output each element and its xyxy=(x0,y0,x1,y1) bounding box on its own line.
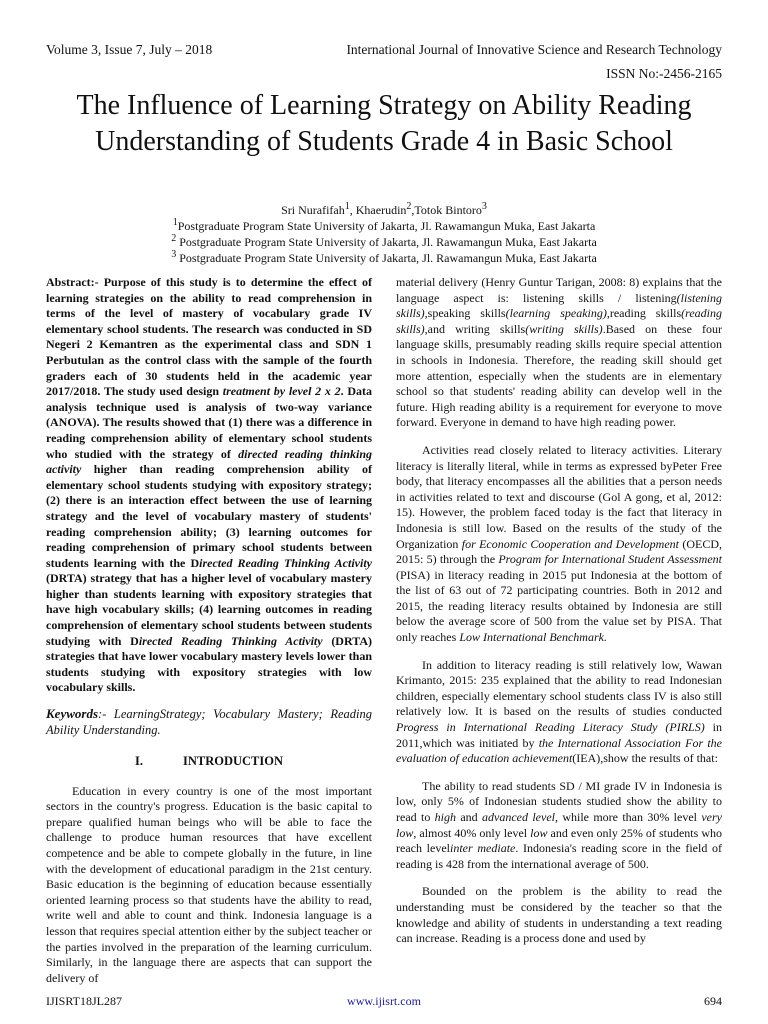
section-title: INTRODUCTION xyxy=(182,754,283,769)
body-italic: (reading skills) xyxy=(396,306,723,336)
body-text: (OECD, 2015: 5) through the xyxy=(396,536,722,567)
author-3: ,Totok Bintoro xyxy=(411,203,482,217)
footer-page-number: 694 xyxy=(704,994,722,1008)
body-text: In addition to literacy reading is still relatively low, Wawan Krimanto, 2015: 235 explained that the ability to read Indonesian children, especially elementary school students class IV is also still relatively low. It is based on the results of studies conducted xyxy=(396,657,722,719)
body-italic: (learning speaking) xyxy=(505,306,607,321)
body-paragraph-5: Bounded on the problem is the ability to read the understanding must be considered by the teacher so that the knowledge and ability of students in understanding a text reading can increase. Reading is a process done and used by xyxy=(396,884,722,946)
body-italic: advanced level xyxy=(482,810,555,824)
abstract-italic: irected Reading Thinking Activity xyxy=(199,555,372,570)
author-1-sup: 1 xyxy=(344,201,350,212)
body-text: material delivery (Henry Guntur Tarigan, 2008: 8) explains that the language aspect is: listening skills / listening xyxy=(396,275,722,305)
author-3-sup: 3 xyxy=(481,201,487,212)
section-heading-introduction xyxy=(46,754,372,770)
keywords-label: Keywords xyxy=(46,706,98,722)
body-text: (PISA) in literacy reading in 2015 put Indonesia at the bottom of the list of 63 out of 72 participating countries. Both in 2012 and 2015, the reading literacy results obtained by Indonesia are still below the average score of 500 from the value set by PISA. That only reaches xyxy=(396,567,722,645)
body-paragraph-3 xyxy=(396,658,722,767)
section-number: I. xyxy=(134,754,143,769)
body-text: and xyxy=(456,810,483,824)
body-paragraph-2 xyxy=(396,443,722,646)
abstract-italic: treatment by level 2 x 2 xyxy=(222,384,341,399)
affiliation-2-sup: 2 xyxy=(171,233,177,244)
footer-paper-id: IJISRT18JL287 xyxy=(46,994,122,1008)
abstract-text: . Data analysis technique used is analysis of two-way variance (ANOVA). The results showed that (1) there was a difference in reading comprehension ability of elementary school students who studied with the strategy of xyxy=(46,384,373,461)
body-text: , almost 40% only level xyxy=(413,825,531,840)
running-header-journal: International Journal of Innovative Science and Research Technology xyxy=(346,42,722,57)
paper-title: The Influence of Learning Strategy on Ability Reading Understanding of Students Grade 4 in Basic School xyxy=(76,90,692,157)
affiliation-1-sup: 1 xyxy=(172,217,178,228)
body-italic: Progress in International Reading Literacy Study (PIRLS) xyxy=(396,720,705,735)
right-column xyxy=(396,275,722,947)
body-italic: the International Association For the evaluation of education achievement xyxy=(396,735,722,766)
body-text: (IEA),show the results of that: xyxy=(572,751,718,766)
affiliation-1-text: Postgraduate Program State University of Jakarta, Jl. Rawamangun Muka, East Jakarta xyxy=(177,219,596,233)
affiliation-3-text: Postgraduate Program State University of Jakarta, Jl. Rawamangun Muka, East Jakarta xyxy=(176,251,597,265)
abstract-text: (DRTA) strategy that has a higher level of vocabulary mastery higher than students learning with expository strategies that have high vocabulary skills; (4) learning outcomes in reading comprehension of elementary school students between students studying with D xyxy=(46,571,372,648)
author-2: , Khaerudin xyxy=(349,203,407,217)
body-text: and even only 25% of students who reach level xyxy=(396,825,722,856)
abstract-italic: directed reading thinking activity xyxy=(46,446,372,477)
keywords-text: LearningStrategy; Vocabulary Mastery; Reading Ability Understanding. xyxy=(46,707,372,738)
body-italic: (listening skills) xyxy=(396,290,722,321)
body-italic: (writing skills) xyxy=(525,321,603,336)
body-text: Activities read closely related to literacy activities. Literary literacy is literally literal, while in terms as expressed byPeter Free body, that literacy encompasses all the abilities that a person needs in activities related to text and discourse (Gol A gong, et al, 2012: 15). However, the problem faced today is the fact that literacy in Indonesia is still low. Based on the results of the study of the Organization xyxy=(396,442,722,551)
issn-label: ISSN No:-2456-2165 xyxy=(606,66,722,81)
affiliation-3-sup: 3 xyxy=(171,249,177,260)
body-text: ,speaking skills xyxy=(424,306,506,321)
body-italic: low xyxy=(530,825,548,840)
abstract-text: (DRTA) strategies that have lower vocabulary mastery levels lower than students studying with expository strategies with low vocabulary skills. xyxy=(46,633,372,695)
abstract-text: Abstract:- Purpose of this study is to determine the effect of learning strategies on the ability to read comprehension in terms of the level of mastery of vocabulary grade IV elementary school students. The research was conducted in SD Negeri 2 Kemantren as the experimental class and SDN 1 Perbutulan as the control class with the sample of the fourth graders each of 30 students held in the academic year 2017/2018. The study used design xyxy=(46,275,372,399)
affiliation-2-text: Postgraduate Program State University of Jakarta, Jl. Rawamangun Muka, East Jakarta xyxy=(176,235,597,249)
body-italic: high xyxy=(434,810,457,824)
footer-website-link[interactable]: www.ijisrt.com xyxy=(347,994,421,1008)
abstract-paragraph xyxy=(46,275,372,696)
affiliation-3 xyxy=(40,247,728,266)
abstract-italic: irected Reading Thinking Activity xyxy=(138,633,323,648)
body-paragraph-1 xyxy=(396,275,722,431)
body-italic: Low International Benchmark. xyxy=(459,630,607,645)
body-text: . Indonesia's reading score in the field of reading is 428 from the international average of 500. xyxy=(396,841,723,871)
body-text: ,and writing skills xyxy=(424,321,526,336)
intro-paragraph: Education in every country is one of the most important sectors in the country's progress. Education is the basic capital to prepare qualified human beings who will be able to face the challenge to produce human resources that have excellent competence and be able to compete globally in the future, in line with the development of educational paradigm in the 21st century. Basic education is the beginning of education because essentially oriented learning process so that students have the ability to read, write well and able to count and think. Indonesia language is a lesson that requires special attention either by the subject teacher or the parties involved in the preparation of the learning curriculum. Similarly, in the language there are aspects that can support the delivery of xyxy=(46,783,372,985)
author-1: Sri Nurafifah xyxy=(281,203,345,217)
abstract-text: higher than reading comprehension ability of elementary school students studying with expository strategy; (2) there is an interaction effect between the use of learning strategy and the level of vocabulary mastery of students' reading comprehension ability; (3) learning outcomes for reading comprehension of primary school students between students learning with the D xyxy=(46,462,372,570)
body-text: , while more than 30% level xyxy=(555,810,702,824)
body-text: .Based on these four language skills, presumably reading skills require special attention in schools in Indonesia. Therefore, the reading skill should get more attention, especially when the students are in elementary school so that students' reading ability can develop well in the future. High reading ability is a requirement for everyone to move forward. Everyone in demand to have high reading power. xyxy=(396,321,722,430)
body-text: The ability to read students SD / MI grade IV in Indonesia is low, only 5% of Indonesian students studied show the ability to read to xyxy=(396,778,722,824)
keywords-paragraph xyxy=(46,706,372,738)
body-text: in 2011,which was initiated by xyxy=(396,720,722,750)
body-italic: for Economic Cooperation and Development xyxy=(461,536,679,551)
body-paragraph-4 xyxy=(396,779,722,873)
body-italic: Program for International Student Assessment xyxy=(498,552,722,567)
left-column xyxy=(46,275,372,986)
body-italic: very low xyxy=(396,810,723,840)
author-2-sup: 2 xyxy=(406,201,412,212)
body-text: ,reading skills xyxy=(606,306,682,321)
keywords-separator: :- xyxy=(98,707,114,722)
body-italic: inter mediate xyxy=(450,841,516,856)
running-header-volume: Volume 3, Issue 7, July – 2018 xyxy=(46,42,213,57)
